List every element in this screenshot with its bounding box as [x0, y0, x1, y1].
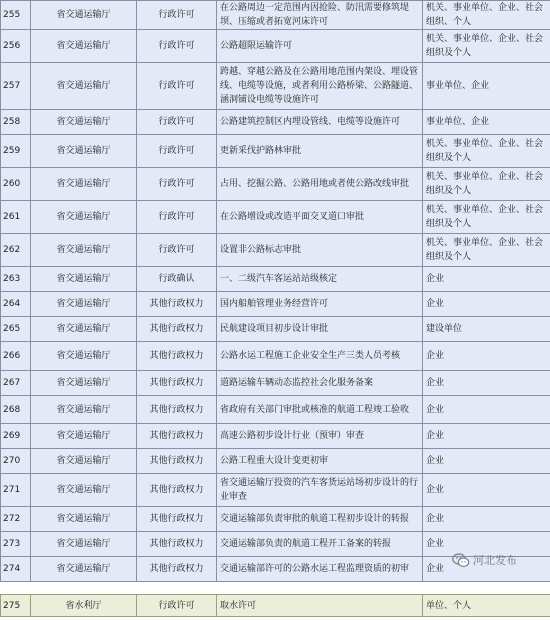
power-type-cell: 行政许可 — [137, 63, 217, 110]
target-cell: 企业 — [423, 507, 550, 532]
department-cell: 省交通运输厅 — [31, 557, 137, 582]
power-type-cell: 其他行政权力 — [137, 474, 217, 507]
department-cell: 省交通运输厅 — [31, 267, 137, 292]
item-cell: 公路工程重大设计变更初审 — [217, 449, 423, 474]
row-number: 268 — [1, 396, 31, 424]
power-type-cell: 行政许可 — [137, 30, 217, 63]
power-type-cell: 行政许可 — [137, 595, 217, 617]
target-cell: 机关、事业单位、企业、社会组织及个人 — [423, 135, 550, 168]
row-number: 269 — [1, 424, 31, 449]
row-number: 255 — [1, 1, 31, 30]
target-cell: 企业 — [423, 292, 550, 317]
item-cell: 交通运输部负责审批的航道工程初步设计的转报 — [217, 507, 423, 532]
power-type-cell: 行政许可 — [137, 168, 217, 201]
row-number: 271 — [1, 474, 31, 507]
power-type-cell: 其他行政权力 — [137, 557, 217, 582]
target-cell: 事业单位、企业 — [423, 110, 550, 135]
item-cell: 国内船舶管理业务经营许可 — [217, 292, 423, 317]
department-cell: 省交通运输厅 — [31, 532, 137, 557]
target-cell: 单位、个人 — [423, 595, 550, 617]
power-type-cell: 其他行政权力 — [137, 292, 217, 317]
department-cell: 省交通运输厅 — [31, 342, 137, 371]
row-number: 261 — [1, 201, 31, 234]
target-cell: 机关、事业单位、企业、社会组织、个人 — [423, 1, 550, 30]
power-type-cell: 行政许可 — [137, 201, 217, 234]
table-row — [1, 234, 550, 267]
row-number: 267 — [1, 371, 31, 396]
department-cell: 省交通运输厅 — [31, 507, 137, 532]
item-cell: 交通运输部负责的航道工程开工备案的转报 — [217, 532, 423, 557]
target-cell: 企业 — [423, 449, 550, 474]
power-type-cell: 行政确认 — [137, 267, 217, 292]
table-row — [1, 474, 550, 507]
table-row — [1, 507, 550, 532]
department-cell: 省交通运输厅 — [31, 201, 137, 234]
department-cell: 省交通运输厅 — [31, 449, 137, 474]
target-cell: 企业 — [423, 267, 550, 292]
power-type-cell: 行政许可 — [137, 110, 217, 135]
row-number: 275 — [1, 595, 31, 617]
item-cell: 取水许可 — [217, 595, 423, 617]
table-row — [1, 595, 550, 617]
department-cell: 省交通运输厅 — [31, 168, 137, 201]
row-number: 263 — [1, 267, 31, 292]
row-number: 270 — [1, 449, 31, 474]
power-type-cell: 其他行政权力 — [137, 424, 217, 449]
table-row — [1, 168, 550, 201]
power-type-cell: 其他行政权力 — [137, 342, 217, 371]
table-row — [1, 342, 550, 371]
table-row — [1, 449, 550, 474]
item-cell: 在公路增设或改造平面交叉道口审批 — [217, 201, 423, 234]
item-cell: 在公路周边一定范围内因抢险、防汛需要修筑堤坝、压缩或者拓宽河床许可 — [217, 1, 423, 30]
item-cell: 道路运输车辆动态监控社会化服务备案 — [217, 371, 423, 396]
power-type-cell: 其他行政权力 — [137, 532, 217, 557]
department-cell: 省水利厅 — [31, 595, 137, 617]
target-cell: 建设单位 — [423, 317, 550, 342]
department-cell: 省交通运输厅 — [31, 292, 137, 317]
target-cell: 企业 — [423, 424, 550, 449]
item-cell: 设置非公路标志审批 — [217, 234, 423, 267]
table-row — [1, 424, 550, 449]
row-number: 273 — [1, 532, 31, 557]
target-cell: 企业 — [423, 532, 550, 557]
department-cell: 省交通运输厅 — [31, 371, 137, 396]
department-cell: 省交通运输厅 — [31, 1, 137, 30]
item-cell: 高速公路初步设计行业（预审）审查 — [217, 424, 423, 449]
department-cell: 省交通运输厅 — [31, 396, 137, 424]
department-cell: 省交通运输厅 — [31, 424, 137, 449]
department-cell: 省交通运输厅 — [31, 474, 137, 507]
table-row — [1, 267, 550, 292]
item-cell: 公路超限运输许可 — [217, 30, 423, 63]
item-cell: 更新采伐护路林审批 — [217, 135, 423, 168]
target-cell: 企业 — [423, 396, 550, 424]
target-cell: 企业 — [423, 557, 550, 582]
row-number: 272 — [1, 507, 31, 532]
power-type-cell: 行政许可 — [137, 1, 217, 30]
item-cell: 交通运输部许可的公路水运工程监理资质的初审 — [217, 557, 423, 582]
watermark — [452, 552, 517, 568]
department-cell: 省交通运输厅 — [31, 30, 137, 63]
row-number: 274 — [1, 557, 31, 582]
table-row — [1, 396, 550, 424]
power-type-cell: 行政许可 — [137, 234, 217, 267]
row-number: 264 — [1, 292, 31, 317]
row-number: 259 — [1, 135, 31, 168]
department-cell: 省交通运输厅 — [31, 63, 137, 110]
power-type-cell: 其他行政权力 — [137, 317, 217, 342]
item-cell: 一、二级汽车客运站站级核定 — [217, 267, 423, 292]
target-cell: 事业单位、企业 — [423, 63, 550, 110]
department-cell: 省交通运输厅 — [31, 317, 137, 342]
table-row — [1, 371, 550, 396]
department-cell: 省交通运输厅 — [31, 234, 137, 267]
power-type-cell: 其他行政权力 — [137, 371, 217, 396]
item-cell: 跨越、穿越公路及在公路用地范围内架设、埋设管线、电缆等设施，或者利用公路桥梁、公路隧道、涵洞铺设电缆等设施许可 — [217, 63, 423, 110]
target-cell: 企业 — [423, 474, 550, 507]
table-row — [1, 30, 550, 63]
row-number: 265 — [1, 317, 31, 342]
target-cell: 企业 — [423, 371, 550, 396]
power-type-cell: 其他行政权力 — [137, 449, 217, 474]
target-cell: 机关、事业单位、企业、社会组织及个人 — [423, 201, 550, 234]
target-cell: 企业 — [423, 342, 550, 371]
table-row — [1, 63, 550, 110]
table-row — [1, 292, 550, 317]
row-number: 256 — [1, 30, 31, 63]
target-cell: 机关、事业单位、企业、社会组织及个人 — [423, 168, 550, 201]
watermark-text: 河北发布 — [473, 554, 517, 567]
table-row — [1, 317, 550, 342]
item-cell: 民航建设项目初步设计审批 — [217, 317, 423, 342]
row-number: 258 — [1, 110, 31, 135]
row-number: 257 — [1, 63, 31, 110]
row-number: 266 — [1, 342, 31, 371]
wechat-icon — [452, 553, 470, 568]
table-row — [1, 201, 550, 234]
table-row — [1, 110, 550, 135]
table-row — [1, 1, 550, 30]
item-cell: 省政府有关部门审批或核准的航道工程竣工验收 — [217, 396, 423, 424]
power-type-cell: 其他行政权力 — [137, 396, 217, 424]
spacer — [1, 582, 550, 595]
target-cell: 机关、事业单位、企业、社会组织及个人 — [423, 234, 550, 267]
target-cell: 机关、事业单位、企业、社会组织及个人 — [423, 30, 550, 63]
department-cell: 省交通运输厅 — [31, 135, 137, 168]
item-cell: 公路建筑控制区内埋设管线、电缆等设施许可 — [217, 110, 423, 135]
power-type-cell: 行政许可 — [137, 135, 217, 168]
item-cell: 省交通运输厅投资的汽车客货运站场初步设计的行业审查 — [217, 474, 423, 507]
row-number: 260 — [1, 168, 31, 201]
department-cell: 省交通运输厅 — [31, 110, 137, 135]
power-type-cell: 其他行政权力 — [137, 507, 217, 532]
table-row — [1, 135, 550, 168]
row-gap — [1, 582, 550, 595]
item-cell: 占用、挖掘公路、公路用地或者使公路改线审批 — [217, 168, 423, 201]
item-cell: 公路水运工程施工企业安全生产三类人员考核 — [217, 342, 423, 371]
row-number: 262 — [1, 234, 31, 267]
